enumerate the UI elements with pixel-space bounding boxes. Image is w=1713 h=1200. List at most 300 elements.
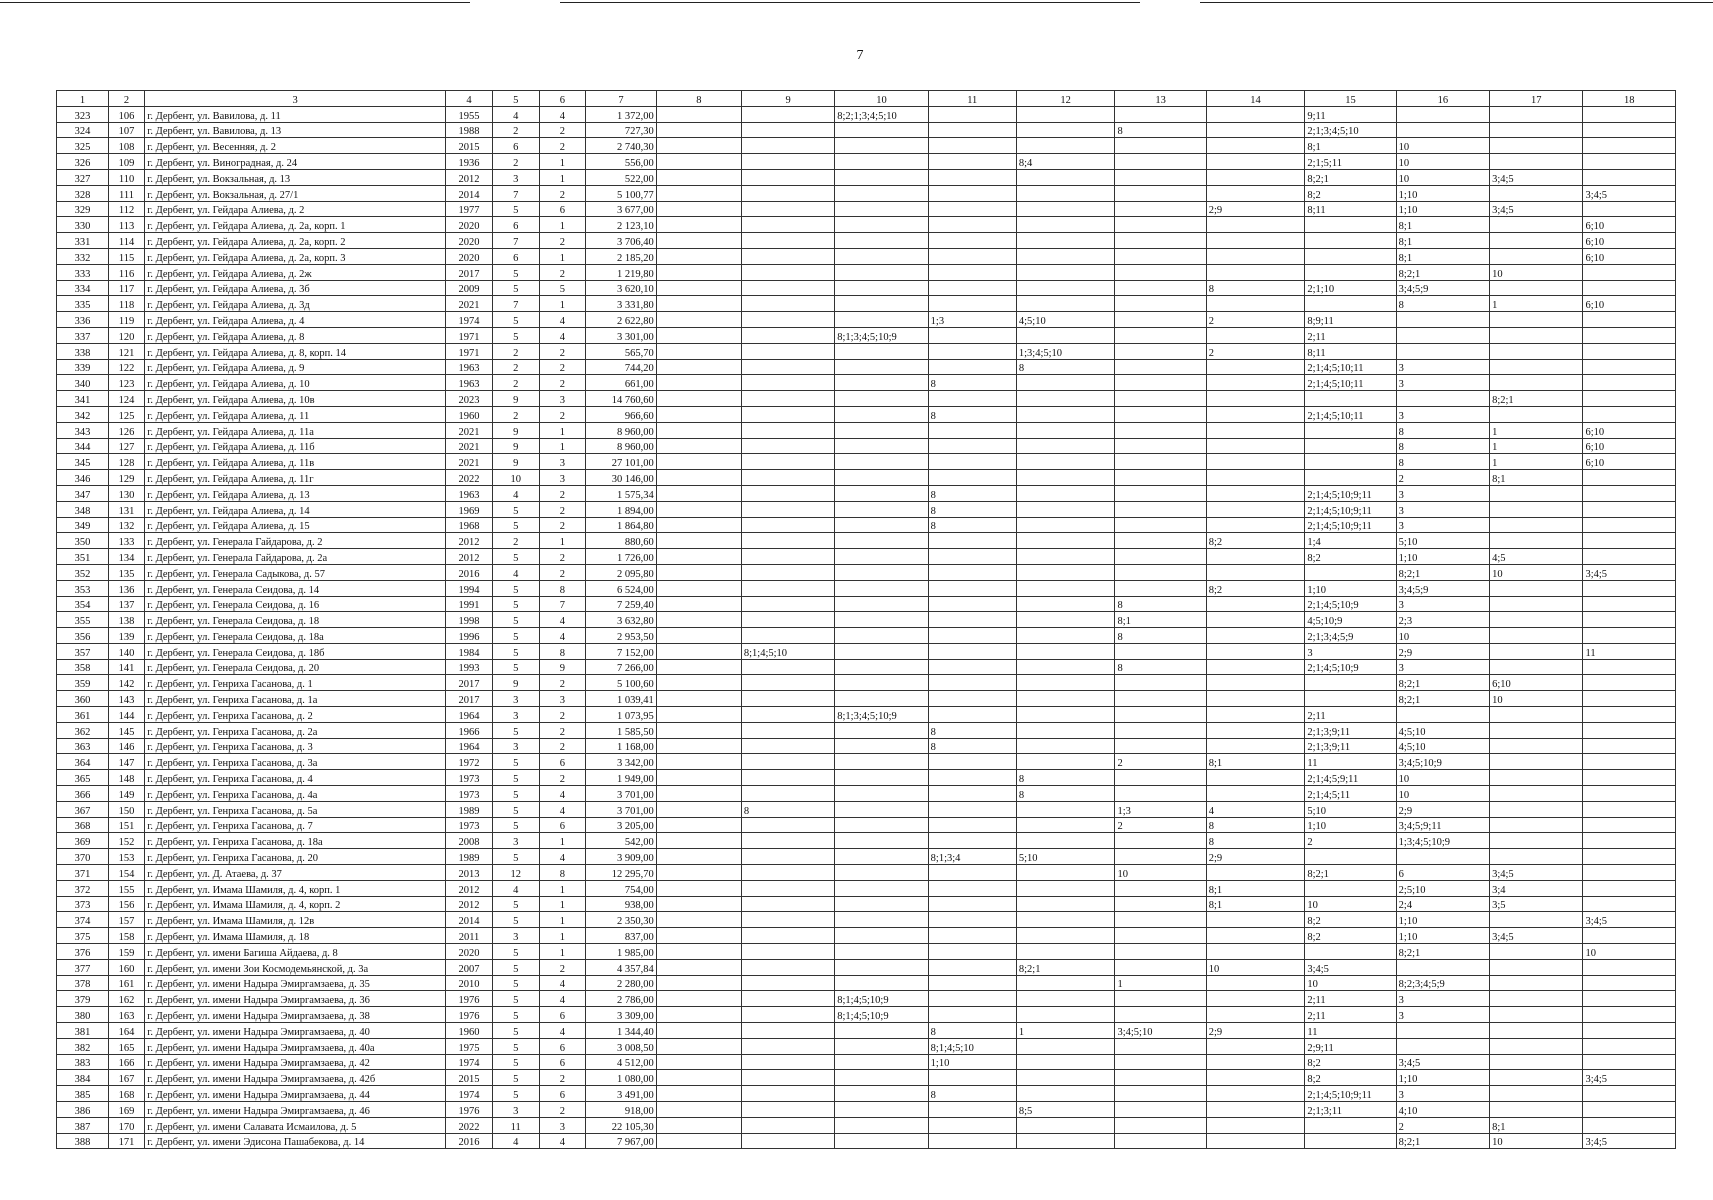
work-14-cell [1206,612,1305,628]
work-18-cell [1583,612,1676,628]
area-cell: 2 185,20 [586,248,657,264]
work-12-cell [1016,169,1115,185]
work-16-cell: 3 [1396,517,1489,533]
area-cell: 4 512,00 [586,1054,657,1070]
address-cell: г. Дербент, ул. Гейдара Алиева, д. 10 [145,375,446,391]
work-14-cell [1206,1086,1305,1102]
row-number-cell: 370 [57,849,109,865]
work-15-cell: 2;1;4;5;10;9;11 [1305,1086,1396,1102]
house-number-cell: 121 [108,343,144,359]
work-13-cell: 2 [1115,754,1206,770]
work-8-cell [656,865,741,881]
floors-cell: 7 [492,296,539,312]
table-header [57,91,1676,107]
work-8-cell [656,454,741,470]
work-9-cell [741,280,834,296]
work-18-cell [1583,264,1676,280]
entrances-cell: 6 [539,754,586,770]
table-row [57,1054,1676,1070]
area-cell: 938,00 [586,896,657,912]
work-18-cell [1583,880,1676,896]
area-cell: 565,70 [586,343,657,359]
work-9-cell [741,217,834,233]
work-10-cell [835,1023,928,1039]
work-15-cell: 8;11 [1305,343,1396,359]
work-18-cell [1583,1054,1676,1070]
table-row [57,375,1676,391]
work-12-cell [1016,106,1115,122]
year-built-cell: 2020 [446,944,493,960]
work-17-cell [1490,280,1583,296]
work-8-cell [656,359,741,375]
house-number-cell: 168 [108,1086,144,1102]
year-built-cell: 1974 [446,1054,493,1070]
work-13-cell [1115,501,1206,517]
year-built-cell: 2011 [446,928,493,944]
address-cell: г. Дербент, ул. Генриха Гасанова, д. 1а [145,691,446,707]
work-15-cell: 8;2;1 [1305,169,1396,185]
year-built-cell: 2022 [446,470,493,486]
work-12-cell [1016,422,1115,438]
house-number-cell: 130 [108,485,144,501]
work-18-cell: 11 [1583,643,1676,659]
column-header-5: 5 [492,91,539,107]
work-14-cell [1206,517,1305,533]
work-15-cell: 2;1;4;5;10;11 [1305,375,1396,391]
work-8-cell [656,801,741,817]
work-11-cell: 8 [928,738,1016,754]
table-row [57,928,1676,944]
floors-cell: 5 [492,912,539,928]
row-number-cell: 365 [57,770,109,786]
row-number-cell: 362 [57,722,109,738]
work-8-cell [656,154,741,170]
row-number-cell: 371 [57,865,109,881]
work-9-cell [741,470,834,486]
table-row [57,1133,1676,1149]
entrances-cell: 2 [539,549,586,565]
floors-cell: 2 [492,154,539,170]
work-14-cell [1206,485,1305,501]
area-cell: 2 786,00 [586,991,657,1007]
work-18-cell [1583,580,1676,596]
work-18-cell [1583,406,1676,422]
year-built-cell: 2015 [446,1070,493,1086]
work-9-cell [741,343,834,359]
work-10-cell [835,233,928,249]
work-9-cell [741,833,834,849]
work-9-cell [741,1102,834,1118]
row-number-cell: 355 [57,612,109,628]
work-15-cell: 8;1 [1305,138,1396,154]
work-15-cell: 9;11 [1305,106,1396,122]
work-16-cell [1396,959,1489,975]
work-17-cell [1490,343,1583,359]
year-built-cell: 2015 [446,138,493,154]
work-11-cell: 8 [928,1086,1016,1102]
area-cell: 1 864,80 [586,517,657,533]
area-cell: 1 985,00 [586,944,657,960]
work-17-cell [1490,991,1583,1007]
work-18-cell [1583,501,1676,517]
work-9-cell [741,327,834,343]
work-13-cell: 10 [1115,865,1206,881]
work-8-cell [656,991,741,1007]
work-18-cell [1583,849,1676,865]
work-15-cell [1305,438,1396,454]
work-10-cell [835,1102,928,1118]
work-8-cell [656,280,741,296]
work-10-cell [835,312,928,328]
area-cell: 1 894,00 [586,501,657,517]
work-9-cell [741,154,834,170]
work-17-cell: 8;1 [1490,1117,1583,1133]
work-13-cell [1115,643,1206,659]
work-12-cell [1016,327,1115,343]
work-12-cell [1016,1007,1115,1023]
work-10-cell: 8;1;3;4;5;10;9 [835,327,928,343]
work-16-cell: 3 [1396,501,1489,517]
house-number-cell: 147 [108,754,144,770]
work-15-cell: 3;4;5 [1305,959,1396,975]
work-18-cell [1583,201,1676,217]
floors-cell: 5 [492,264,539,280]
work-14-cell: 2;9 [1206,201,1305,217]
row-number-cell: 384 [57,1070,109,1086]
floors-cell: 5 [492,896,539,912]
floors-cell: 5 [492,201,539,217]
work-10-cell [835,896,928,912]
work-13-cell: 8;1 [1115,612,1206,628]
work-11-cell [928,1102,1016,1118]
table-row [57,1007,1676,1023]
work-17-cell [1490,1038,1583,1054]
year-built-cell: 2016 [446,1133,493,1149]
floors-cell: 6 [492,217,539,233]
floors-cell: 5 [492,501,539,517]
area-cell: 30 146,00 [586,470,657,486]
row-number-cell: 346 [57,470,109,486]
work-8-cell [656,391,741,407]
work-10-cell [835,1070,928,1086]
floors-cell: 9 [492,454,539,470]
work-18-cell [1583,991,1676,1007]
work-8-cell [656,248,741,264]
address-cell: г. Дербент, ул. имени Надыра Эмиргамзаева, д. 40а [145,1038,446,1054]
work-9-cell [741,391,834,407]
floors-cell: 5 [492,596,539,612]
table-row [57,754,1676,770]
row-number-cell: 336 [57,312,109,328]
work-9-cell [741,406,834,422]
table-row [57,406,1676,422]
work-10-cell [835,564,928,580]
work-8-cell [656,233,741,249]
work-9-cell [741,533,834,549]
work-13-cell [1115,406,1206,422]
table-row [57,327,1676,343]
year-built-cell: 1963 [446,359,493,375]
work-12-cell [1016,991,1115,1007]
work-11-cell [928,233,1016,249]
address-cell: г. Дербент, ул. Генриха Гасанова, д. 5а [145,801,446,817]
year-built-cell: 1971 [446,343,493,359]
work-10-cell [835,944,928,960]
work-10-cell [835,817,928,833]
work-9-cell [741,169,834,185]
entrances-cell: 4 [539,1023,586,1039]
work-17-cell [1490,122,1583,138]
address-cell: г. Дербент, ул. Гейдара Алиева, д. 13 [145,485,446,501]
table-row [57,707,1676,723]
work-10-cell [835,849,928,865]
work-16-cell: 8;2;1 [1396,691,1489,707]
house-number-cell: 153 [108,849,144,865]
work-10-cell [835,659,928,675]
floors-cell: 2 [492,343,539,359]
work-13-cell [1115,1086,1206,1102]
work-12-cell [1016,707,1115,723]
work-12-cell [1016,628,1115,644]
work-17-cell: 10 [1490,691,1583,707]
work-12-cell [1016,596,1115,612]
table-row [57,169,1676,185]
work-13-cell: 8 [1115,122,1206,138]
work-15-cell: 8;2 [1305,185,1396,201]
work-15-cell: 2;9;11 [1305,1038,1396,1054]
work-11-cell [928,596,1016,612]
year-built-cell: 2016 [446,564,493,580]
work-9-cell [741,312,834,328]
work-13-cell [1115,296,1206,312]
work-14-cell [1206,596,1305,612]
work-8-cell [656,1086,741,1102]
work-18-cell: 6;10 [1583,217,1676,233]
year-built-cell: 1976 [446,1007,493,1023]
work-18-cell [1583,312,1676,328]
floors-cell: 6 [492,138,539,154]
entrances-cell: 2 [539,359,586,375]
entrances-cell: 6 [539,1038,586,1054]
work-13-cell [1115,343,1206,359]
row-number-cell: 342 [57,406,109,422]
row-number-cell: 347 [57,485,109,501]
work-9-cell [741,564,834,580]
work-18-cell [1583,485,1676,501]
work-13-cell [1115,1070,1206,1086]
area-cell: 1 073,95 [586,707,657,723]
work-15-cell: 11 [1305,1023,1396,1039]
table-row [57,1086,1676,1102]
year-built-cell: 1996 [446,628,493,644]
work-12-cell [1016,1117,1115,1133]
work-12-cell: 1;3;4;5;10 [1016,343,1115,359]
area-cell: 7 266,00 [586,659,657,675]
work-13-cell [1115,707,1206,723]
row-number-cell: 328 [57,185,109,201]
work-17-cell [1490,912,1583,928]
work-10-cell [835,786,928,802]
table-row [57,643,1676,659]
work-8-cell [656,833,741,849]
area-cell: 2 280,00 [586,975,657,991]
row-number-cell: 330 [57,217,109,233]
work-14-cell [1206,675,1305,691]
work-18-cell [1583,707,1676,723]
work-16-cell: 2;9 [1396,801,1489,817]
row-number-cell: 348 [57,501,109,517]
work-10-cell [835,391,928,407]
work-17-cell [1490,1102,1583,1118]
work-18-cell [1583,1007,1676,1023]
entrances-cell: 6 [539,201,586,217]
work-14-cell: 2 [1206,312,1305,328]
work-10-cell [835,438,928,454]
area-cell: 966,60 [586,406,657,422]
entrances-cell: 2 [539,707,586,723]
work-16-cell [1396,707,1489,723]
work-16-cell: 2;3 [1396,612,1489,628]
work-15-cell [1305,470,1396,486]
work-18-cell [1583,1086,1676,1102]
work-10-cell [835,975,928,991]
column-header-17: 17 [1490,91,1583,107]
work-11-cell: 8 [928,1023,1016,1039]
work-10-cell [835,122,928,138]
house-number-cell: 139 [108,628,144,644]
entrances-cell: 1 [539,296,586,312]
work-13-cell [1115,470,1206,486]
work-18-cell: 3;4;5 [1583,1070,1676,1086]
address-cell: г. Дербент, ул. Генерала Садыкова, д. 57 [145,564,446,580]
work-13-cell [1115,738,1206,754]
floors-cell: 2 [492,533,539,549]
house-number-cell: 129 [108,470,144,486]
entrances-cell: 4 [539,312,586,328]
work-14-cell [1206,264,1305,280]
table-row [57,185,1676,201]
row-number-cell: 327 [57,169,109,185]
work-17-cell [1490,628,1583,644]
house-number-cell: 107 [108,122,144,138]
work-12-cell [1016,564,1115,580]
work-11-cell [928,280,1016,296]
work-13-cell [1115,391,1206,407]
work-15-cell [1305,675,1396,691]
work-9-cell [741,1054,834,1070]
entrances-cell: 1 [539,169,586,185]
work-10-cell [835,533,928,549]
floors-cell: 5 [492,549,539,565]
work-13-cell [1115,169,1206,185]
work-9-cell [741,880,834,896]
work-11-cell: 8 [928,406,1016,422]
work-8-cell [656,169,741,185]
work-15-cell: 8;2 [1305,1054,1396,1070]
table-row [57,1023,1676,1039]
work-15-cell: 2;1;4;5;10;11 [1305,359,1396,375]
work-16-cell: 3 [1396,485,1489,501]
work-15-cell: 2;11 [1305,707,1396,723]
entrances-cell: 8 [539,580,586,596]
work-8-cell [656,106,741,122]
work-8-cell [656,659,741,675]
work-11-cell [928,154,1016,170]
table-row [57,391,1676,407]
work-10-cell [835,1117,928,1133]
work-12-cell [1016,912,1115,928]
address-cell: г. Дербент, ул. Генриха Гасанова, д. 1 [145,675,446,691]
address-cell: г. Дербент, ул. Генриха Гасанова, д. 20 [145,849,446,865]
work-18-cell [1583,122,1676,138]
floors-cell: 5 [492,801,539,817]
floors-cell: 3 [492,738,539,754]
work-11-cell [928,691,1016,707]
floors-cell: 5 [492,944,539,960]
area-cell: 3 491,00 [586,1086,657,1102]
area-cell: 3 909,00 [586,849,657,865]
work-15-cell: 2;1;4;5;11 [1305,786,1396,802]
area-cell: 918,00 [586,1102,657,1118]
table-row [57,1117,1676,1133]
work-15-cell [1305,564,1396,580]
work-17-cell: 1 [1490,438,1583,454]
address-cell: г. Дербент, ул. Гейдара Алиева, д. 11 [145,406,446,422]
house-number-cell: 162 [108,991,144,1007]
work-18-cell [1583,375,1676,391]
floors-cell: 5 [492,975,539,991]
work-13-cell [1115,185,1206,201]
address-cell: г. Дербент, ул. Имама Шамиля, д. 12в [145,912,446,928]
house-number-cell: 144 [108,707,144,723]
work-12-cell [1016,454,1115,470]
area-cell: 3 309,00 [586,1007,657,1023]
column-header-6: 6 [539,91,586,107]
work-18-cell [1583,865,1676,881]
work-11-cell [928,138,1016,154]
work-11-cell [928,264,1016,280]
work-13-cell [1115,327,1206,343]
work-17-cell: 3;5 [1490,896,1583,912]
work-9-cell [741,817,834,833]
work-12-cell [1016,880,1115,896]
work-10-cell [835,375,928,391]
row-number-cell: 378 [57,975,109,991]
floors-cell: 7 [492,185,539,201]
table-row [57,564,1676,580]
entrances-cell: 2 [539,738,586,754]
row-number-cell: 359 [57,675,109,691]
work-10-cell [835,928,928,944]
work-15-cell [1305,391,1396,407]
work-15-cell [1305,422,1396,438]
work-18-cell: 10 [1583,944,1676,960]
table-row [57,912,1676,928]
address-cell: г. Дербент, ул. Вокзальная, д. 13 [145,169,446,185]
table-row [57,975,1676,991]
work-12-cell [1016,580,1115,596]
year-built-cell: 1976 [446,1102,493,1118]
floors-cell: 6 [492,248,539,264]
work-11-cell [928,865,1016,881]
work-17-cell [1490,738,1583,754]
address-cell: г. Дербент, ул. Генриха Гасанова, д. 3 [145,738,446,754]
entrances-cell: 2 [539,1070,586,1086]
address-cell: г. Дербент, ул. Гейдара Алиева, д. 15 [145,517,446,533]
work-9-cell [741,549,834,565]
work-12-cell [1016,549,1115,565]
work-10-cell [835,154,928,170]
